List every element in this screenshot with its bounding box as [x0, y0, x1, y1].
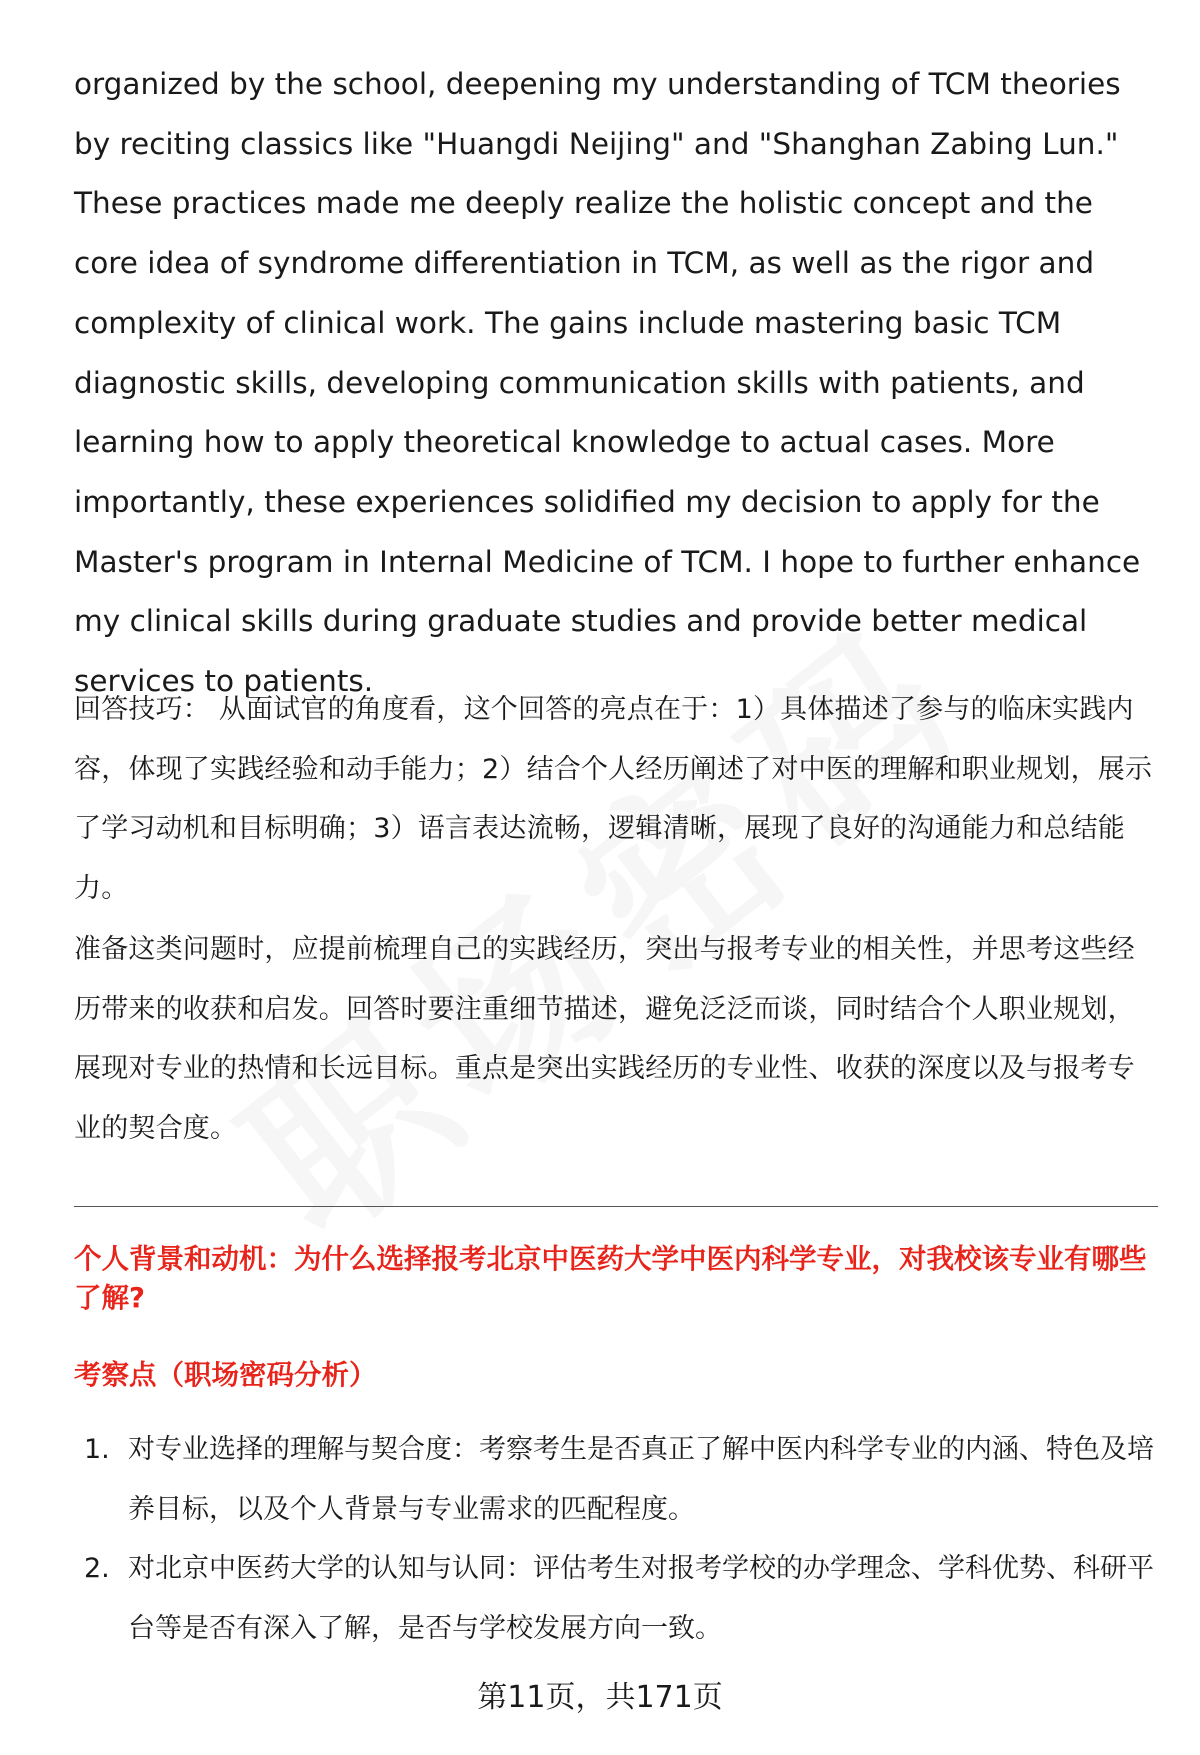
- answer-tips-paragraph: 回答技巧： 从面试官的角度看，这个回答的亮点在于：1）具体描述了参与的临床实践内容，体现了实践经验和动手能力；2）结合个人经历阐述了对中医的理解和职业规划，展示了学习动机和目标明确；3）语言表达流畅，逻辑清晰，展现了良好的沟通能力和总结能力。: [74, 694, 1153, 904]
- list-item-text: 对北京中医药大学的认知与认同：评估考生对报考学校的办学理念、学科优势、科研平台等是否有深入了解，是否与学校发展方向一致。: [128, 1553, 1154, 1644]
- list-item: [74, 1539, 1158, 1658]
- list-item: [74, 1420, 1158, 1539]
- question-title: 个人背景和动机：为什么选择报考北京中医药大学中医内科学专业，对我校该专业有哪些了解?: [74, 1243, 1147, 1314]
- assessment-heading: 考察点（职场密码分析）: [74, 1359, 377, 1391]
- section-divider: [74, 1206, 1158, 1207]
- preparation-advice-paragraph: 准备这类问题时，应提前梳理自己的实践经历，突出与报考专业的相关性，并思考这些经历带来的收获和启发。回答时要注重细节描述，避免泛泛而谈，同时结合个人职业规划，展现对专业的热情和长远目标。重点是突出实践经历的专业性、收获的深度以及与报考专业的契合度。: [74, 934, 1135, 1144]
- page-number-footer: 第11页，共171页: [477, 1680, 723, 1715]
- list-item-number: 1.: [84, 1434, 110, 1465]
- english-answer-paragraph: organized by the school, deepening my understanding of TCM theories by reciting classics like "Huangdi Neijing" and "Shanghan Zabing Lun." These practices made me deeply realize the holistic concept and the core idea of syndrome differentiation in TCM, as well as the rigor and complexity of clinical work. The gains include mastering basic TCM diagnostic skills, developing communication skills with patients, and learning how to apply theoretical knowledge to actual cases. More importantly, these experiences solidified my decision to apply for the Master's program in Internal Medicine of TCM. I hope to further enhance my clinical skills during graduate studies and provide better medical services to patients.: [74, 67, 1141, 699]
- list-item-number: 2.: [84, 1553, 110, 1584]
- assessment-points-list: [74, 1420, 1158, 1658]
- list-item-text: 对专业选择的理解与契合度：考察考生是否真正了解中医内科学专业的内涵、特色及培养目标，以及个人背景与专业需求的匹配程度。: [128, 1434, 1154, 1525]
